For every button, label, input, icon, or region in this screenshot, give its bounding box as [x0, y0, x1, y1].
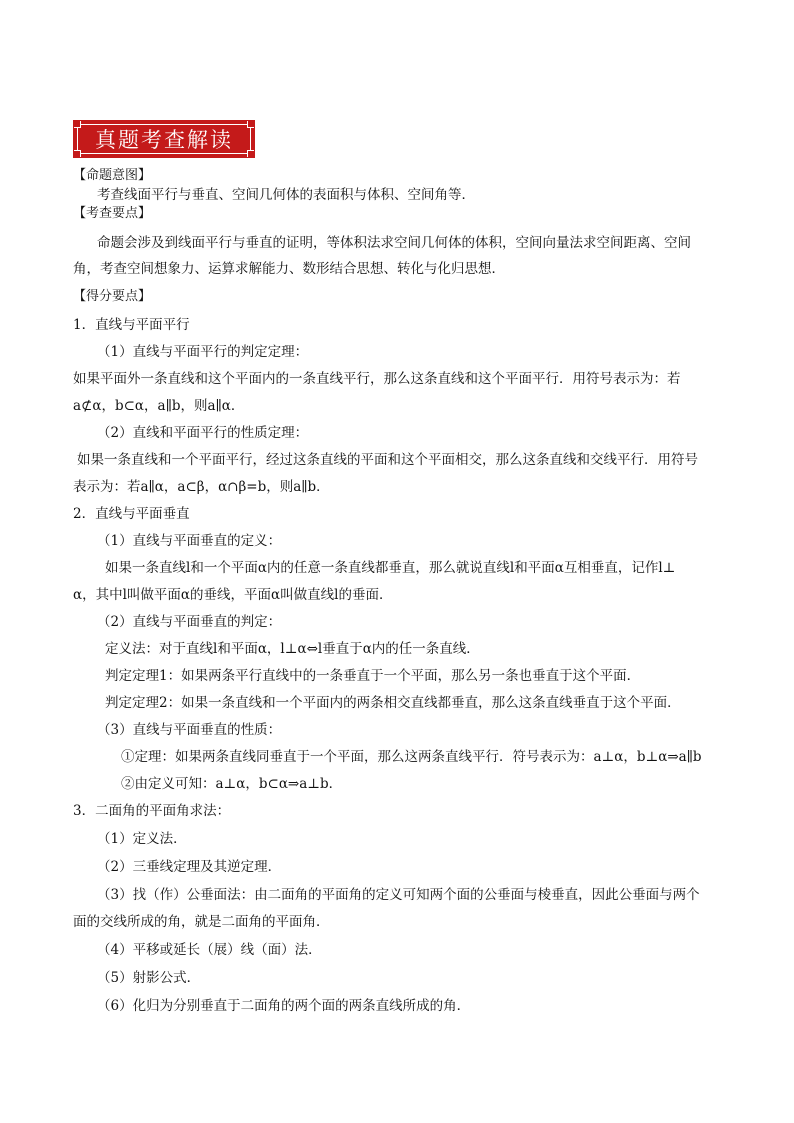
text-line: （2）三垂线定理及其逆定理． — [97, 859, 282, 875]
text-line: 3．二面角的平面角求法： — [73, 803, 231, 819]
text-line: ①定理：如果两条直线同垂直于一个平面，那么这两条直线平行．符号表示为：a⊥α，b⊥α⇒a∥b — [121, 749, 702, 765]
text-line: （6）化归为分别垂直于二面角的两个面的两条直线所成的角． — [97, 998, 471, 1014]
text-line: 命题会涉及到线面平行与垂直的证明，等体积法求空间几何体的体积，空间向量法求空间距离、空间 — [97, 235, 691, 251]
text-line: ②由定义可知：a⊥α，b⊂α⇒a⊥b． — [121, 776, 343, 792]
text-line: a⊄α，b⊂α，a∥b，则a∥α． — [73, 398, 245, 414]
text-line: （3）直线与平面垂直的性质： — [97, 722, 282, 738]
section-tag: 【考查要点】 — [73, 206, 152, 221]
text-line: 1．直线与平面平行 — [73, 317, 190, 333]
text-line: 如果一条直线和一个平面平行，经过这条直线的平面和这个平面相交，那么这条直线和交线平行．用符号 — [77, 452, 698, 468]
text-line: 2．直线与平面垂直 — [73, 506, 190, 522]
text-line: 如果一条直线l和一个平面α内的任意一条直线都垂直，那么就说直线l和平面α互相垂直，记作l⊥ — [105, 560, 676, 576]
text-line: 判定定理2：如果一条直线和一个平面内的两条相交直线都垂直，那么这条直线垂直于这个平面． — [105, 695, 681, 711]
text-line: 面的交线所成的角，就是二面角的平面角． — [73, 914, 330, 930]
text-line: α，其中l叫做平面α的垂线，平面α叫做直线l的垂面． — [73, 587, 393, 603]
text-line: （4）平移或延长（展）线（面）法． — [97, 942, 322, 958]
text-line: 判定定理1：如果两条平行直线中的一条垂直于一个平面，那么另一条也垂直于这个平面． — [105, 668, 641, 684]
section-tag: 【命题意图】 — [73, 168, 152, 183]
text-line: 如果平面外一条直线和这个平面内的一条直线平行，那么这条直线和这个平面平行．用符号表示为：若 — [73, 371, 681, 387]
text-line: （1）定义法． — [97, 831, 187, 847]
banner-title: 真题考查解读 — [95, 128, 233, 152]
text-line: （1）直线与平面垂直的定义： — [97, 533, 282, 549]
text-line: （1）直线与平面平行的判定定理： — [97, 344, 309, 360]
text-line: 角，考查空间想象力、运算求解能力、数形结合思想、转化与化归思想． — [73, 261, 505, 277]
text-line: 考查线面平行与垂直、空间几何体的表面积与体积、空间角等． — [97, 187, 475, 203]
text-line: （3）找（作）公垂面法：由二面角的平面角的定义可知两个面的公垂面与棱垂直，因此公垂面与两个 — [97, 887, 700, 903]
text-line: 表示为：若a∥α，a⊂β，α∩β=b，则a∥b． — [73, 479, 330, 495]
text-line: 定义法：对于直线l和平面α，l⊥α⇔l垂直于α内的任一条直线． — [105, 641, 480, 657]
text-line: （5）射影公式． — [97, 970, 201, 986]
section-banner — [73, 120, 255, 158]
section-tag: 【得分要点】 — [73, 289, 152, 304]
text-line: （2）直线和平面平行的性质定理： — [97, 425, 309, 441]
text-line: （2）直线与平面垂直的判定： — [97, 614, 282, 630]
